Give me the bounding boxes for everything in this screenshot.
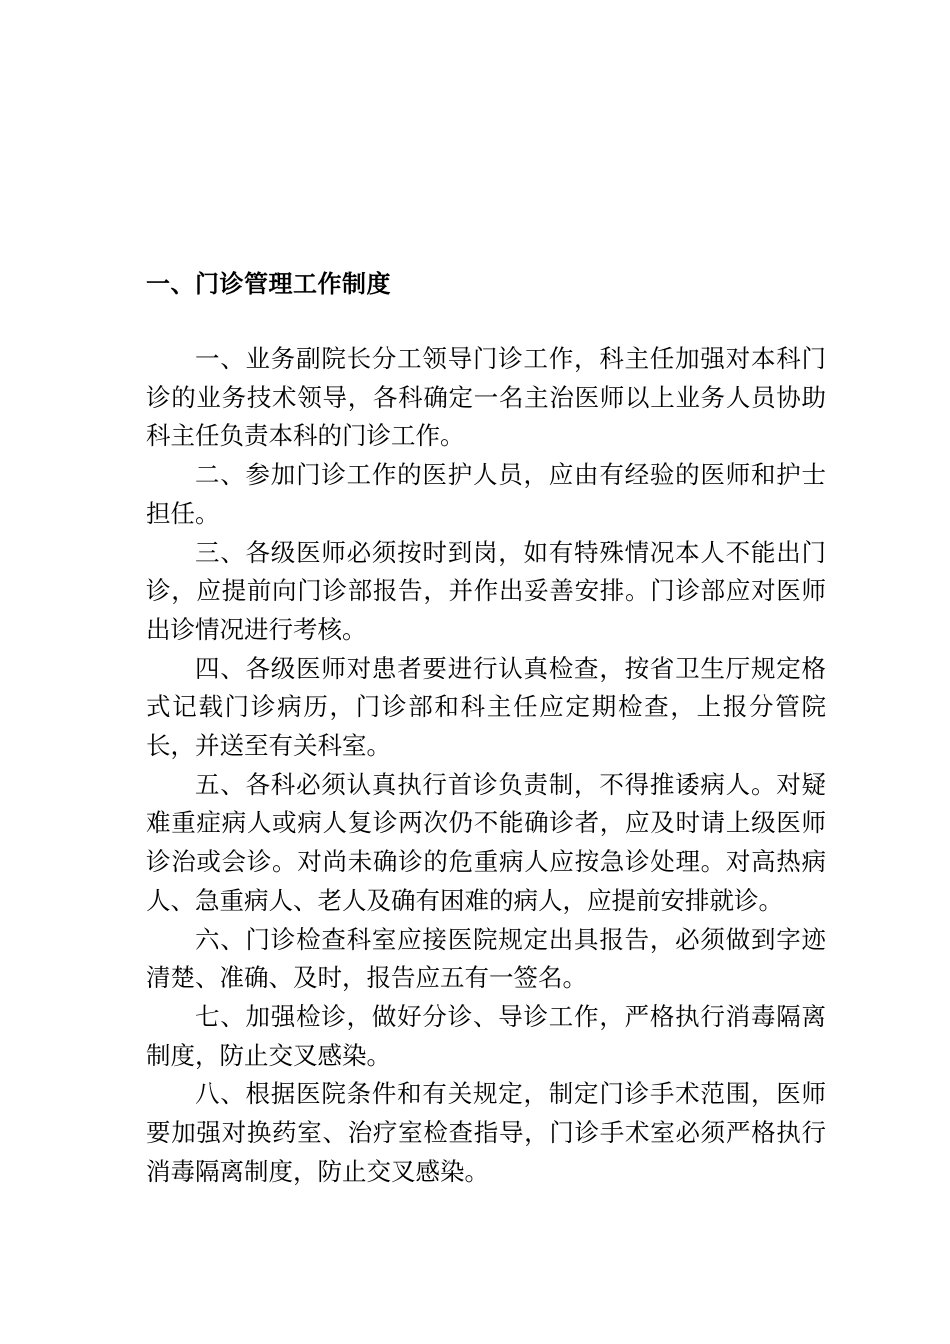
paragraph-8: 八、根据医院条件和有关规定，制定门诊手术范围，医师要加强对换药室、治疗室检查指导，门诊手术室必须严格执行消毒隔离制度，防止交叉感染。 <box>146 1079 826 1186</box>
paragraph-5: 五、各科必须认真执行首诊负责制，不得推诿病人。对疑难重症病人或病人复诊两次仍不能确诊者，应及时请上级医师诊治或会诊。对尚未确诊的危重病人应按急诊处理。对高热病人、急重病人、老人及确有困难的病人，应提前安排就诊。 <box>146 769 826 915</box>
paragraph-3: 三、各级医师必须按时到岗，如有特殊情况本人不能出门诊，应提前向门诊部报告，并作出妥善安排。门诊部应对医师出诊情况进行考核。 <box>146 537 826 644</box>
paragraph-2: 二、参加门诊工作的医护人员，应由有经验的医师和护士担任。 <box>146 460 826 528</box>
paragraph-6: 六、门诊检查科室应接医院规定出具报告，必须做到字迹清楚、准确、及时，报告应五有一签名。 <box>146 924 826 993</box>
paragraph-1: 一、业务副院长分工领导门诊工作，科主任加强对本科门诊的业务技术领导，各科确定一名主治医师以上业务人员协助科主任负责本科的门诊工作。 <box>146 344 826 451</box>
document-title: 一、门诊管理工作制度 <box>146 269 391 298</box>
paragraph-4: 四、各级医师对患者要进行认真检查，按省卫生厅规定格式记载门诊病历，门诊部和科主任应定期检查，上报分管院长，并送至有关科室。 <box>146 653 826 761</box>
document-body <box>146 340 826 1191</box>
paragraph-7: 七、加强检诊，做好分诊、导诊工作，严格执行消毒隔离制度，防止交叉感染。 <box>146 1001 826 1070</box>
